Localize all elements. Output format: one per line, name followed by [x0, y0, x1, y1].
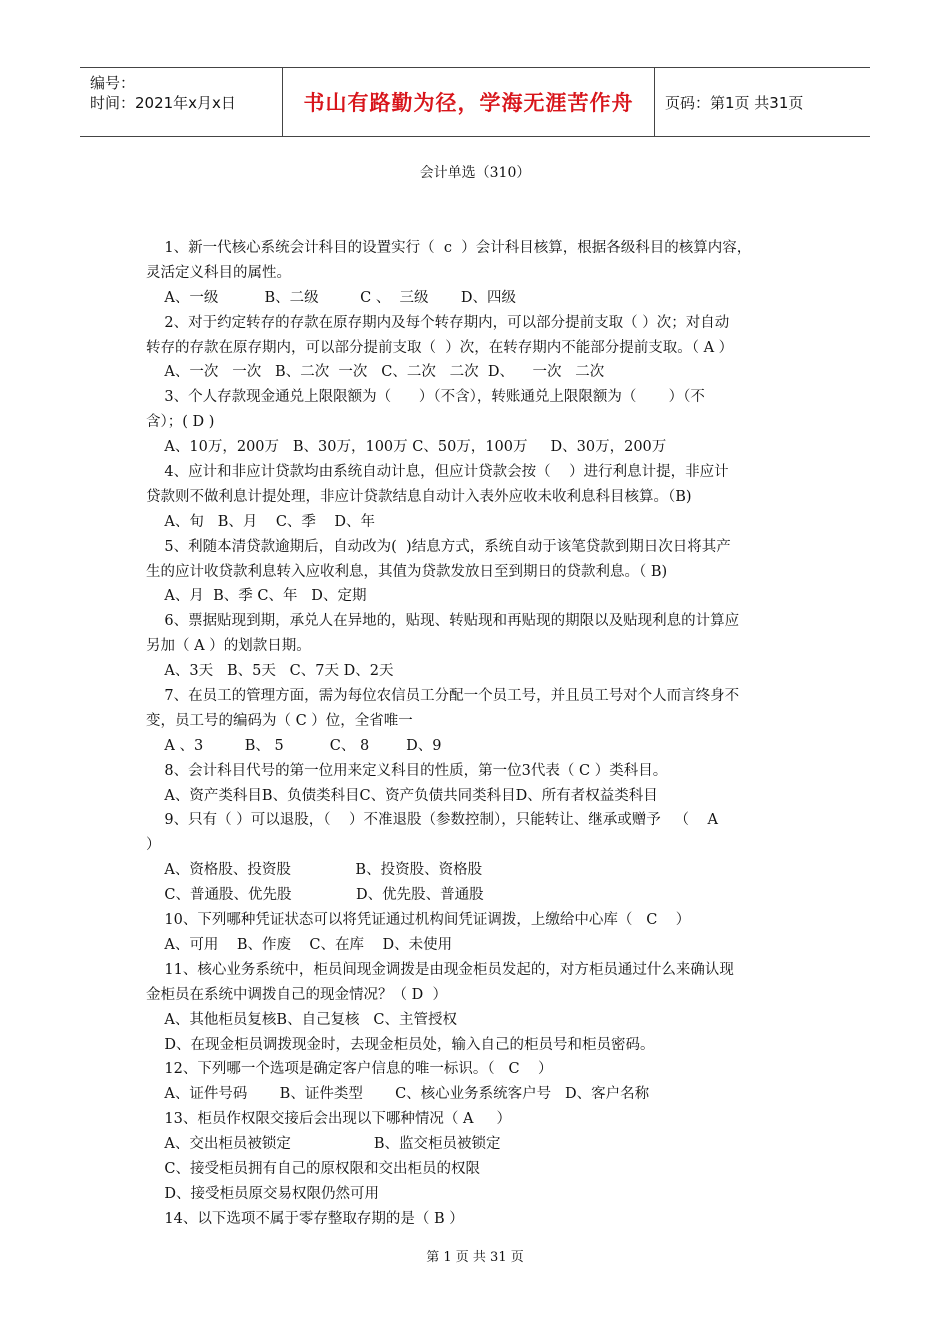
document-number-label: 编号：	[90, 74, 136, 92]
text-line: 14、以下选项不属于零存整取存期的是（ B ）	[146, 1210, 464, 1227]
text-line: A、交出柜员被锁定 B、监交柜员被锁定	[146, 1136, 501, 1153]
text-line: 6、票据贴现到期，承兑人在异地的，贴现、转贴现和再贴现的期限以及贴现利息的计算应	[146, 613, 740, 630]
header-page-cell	[655, 68, 870, 136]
text-line: 5、利随本清贷款逾期后，自动改为( )结息方式，系统自动于该笔贷款到期日次日将其产	[146, 538, 731, 555]
text-line: A、资格股、投资股 B、投资股、资格股	[146, 862, 483, 879]
text-line: C、普通股、优先股 D、优先股、普通股	[146, 887, 484, 904]
text-line: A、一次 一次 B、二次 一次 C、二次 二次 D、 一次 二次	[146, 364, 605, 381]
text-line: A、月 B、季 C、年 D、定期	[146, 588, 367, 605]
text-line: A、旬 B、月 C、季 D、年	[146, 513, 375, 530]
text-line: 10、下列哪种凭证状态可以将凭证通过机构间凭证调拨，上缴给中心库（ C ）	[146, 912, 691, 929]
text-line: 3、个人存款现金通兑上限限额为（ ）（不含），转账通兑上限限额为（ ）（不	[146, 389, 705, 406]
text-line: D、在现金柜员调拨现金时，去现金柜员处，输入自己的柜员号和柜员密码。	[146, 1036, 655, 1053]
text-line: 灵活定义科目的属性。	[146, 264, 291, 281]
text-line: A、资产类科目B、负债类科目C、资产负债共同类科目D、所有者权益类科目	[146, 787, 658, 804]
text-line: 转存的存款在原存期内，可以部分提前支取（ ）次，在转存期内不能部分提前支取。（ A ）	[146, 339, 734, 356]
text-line: C、接受柜员拥有自己的原权限和交出柜员的权限	[146, 1160, 481, 1177]
text-line: A、一级 B、二级 C 、 三级 D、四级	[146, 289, 516, 306]
document-title: 会计单选（310）	[419, 165, 531, 181]
text-line: 2、对于约定转存的存款在原存期内及每个转存期内，可以部分提前支取（ ）次；对自动	[146, 314, 730, 331]
text-line: A、证件号码 B、证件类型 C、核心业务系统客户号 D、客户名称	[146, 1086, 650, 1103]
question-body	[146, 236, 812, 1232]
header-motto-cell	[283, 68, 655, 136]
text-line: 含）；( D )	[146, 414, 215, 431]
text-line: 9、只有（ ）可以退股，（ ）不准退股（参数控制），只能转让、继承或赠予 （ A	[146, 812, 718, 829]
text-line: 变，员工号的编码为（ C ）位，全省唯一	[146, 712, 413, 729]
text-line: 4、应计和非应计贷款均由系统自动计息，但应计贷款会按（ ）进行利息计提，非应计	[146, 464, 729, 481]
text-line: 金柜员在系统中调拨自己的现金情况？（ D ）	[146, 986, 447, 1003]
document-header	[80, 67, 870, 137]
text-line: A 、3 B、 5 C、 8 D、9	[146, 737, 442, 754]
text-line: 13、柜员作权限交接后会出现以下哪种情况（ A ）	[146, 1111, 512, 1128]
header-page-info: 页码：第1页 共31页	[665, 93, 804, 112]
text-line: 7、在员工的管理方面，需为每位农信员工分配一个员工号，并且员工号对个人而言终身不	[146, 688, 740, 705]
text-line: 12、下列哪一个选项是确定客户信息的唯一标识。（ C ）	[146, 1061, 553, 1078]
text-line: 生的应计收贷款利息转入应收利息，其值为贷款发放日至到期日的贷款利息。（ B)	[146, 563, 668, 580]
header-meta-cell	[80, 68, 283, 136]
text-line: ）	[146, 837, 161, 854]
text-line: A、可用 B、作废 C、在库 D、未使用	[146, 936, 453, 953]
text-line: A、其他柜员复核B、自己复核 C、主管授权	[146, 1011, 457, 1028]
text-line: A、10万，200万 B、30万，100万 C、50万，100万 D、30万，200万	[146, 439, 667, 456]
text-line: 贷款则不做利息计提处理，非应计贷款结息自动计入表外应收未收利息科目核算。（B)	[146, 488, 692, 505]
text-line: 8、会计科目代号的第一位用来定义科目的性质，第一位3代表（ C ）类科目。	[146, 762, 668, 779]
page-footer: 第 1 页 共 31 页	[426, 1250, 524, 1265]
text-line: A、3天 B、5天 C、7天 D、2天	[146, 663, 394, 680]
header-motto: 书山有路勤为径，学海无涯苦作舟	[303, 91, 634, 115]
text-line: 另加（ A ）的划款日期。	[146, 638, 311, 655]
document-time-label: 时间：2021年x月x日	[90, 94, 236, 112]
text-line: 11、核心业务系统中，柜员间现金调拨是由现金柜员发起的，对方柜员通过什么来确认现	[146, 961, 734, 978]
text-line: 1、新一代核心系统会计科目的设置实行（ c ）会计科目核算，根据各级科目的核算内容，	[146, 240, 752, 256]
text-line: D、接受柜员原交易权限仍然可用	[146, 1185, 380, 1202]
